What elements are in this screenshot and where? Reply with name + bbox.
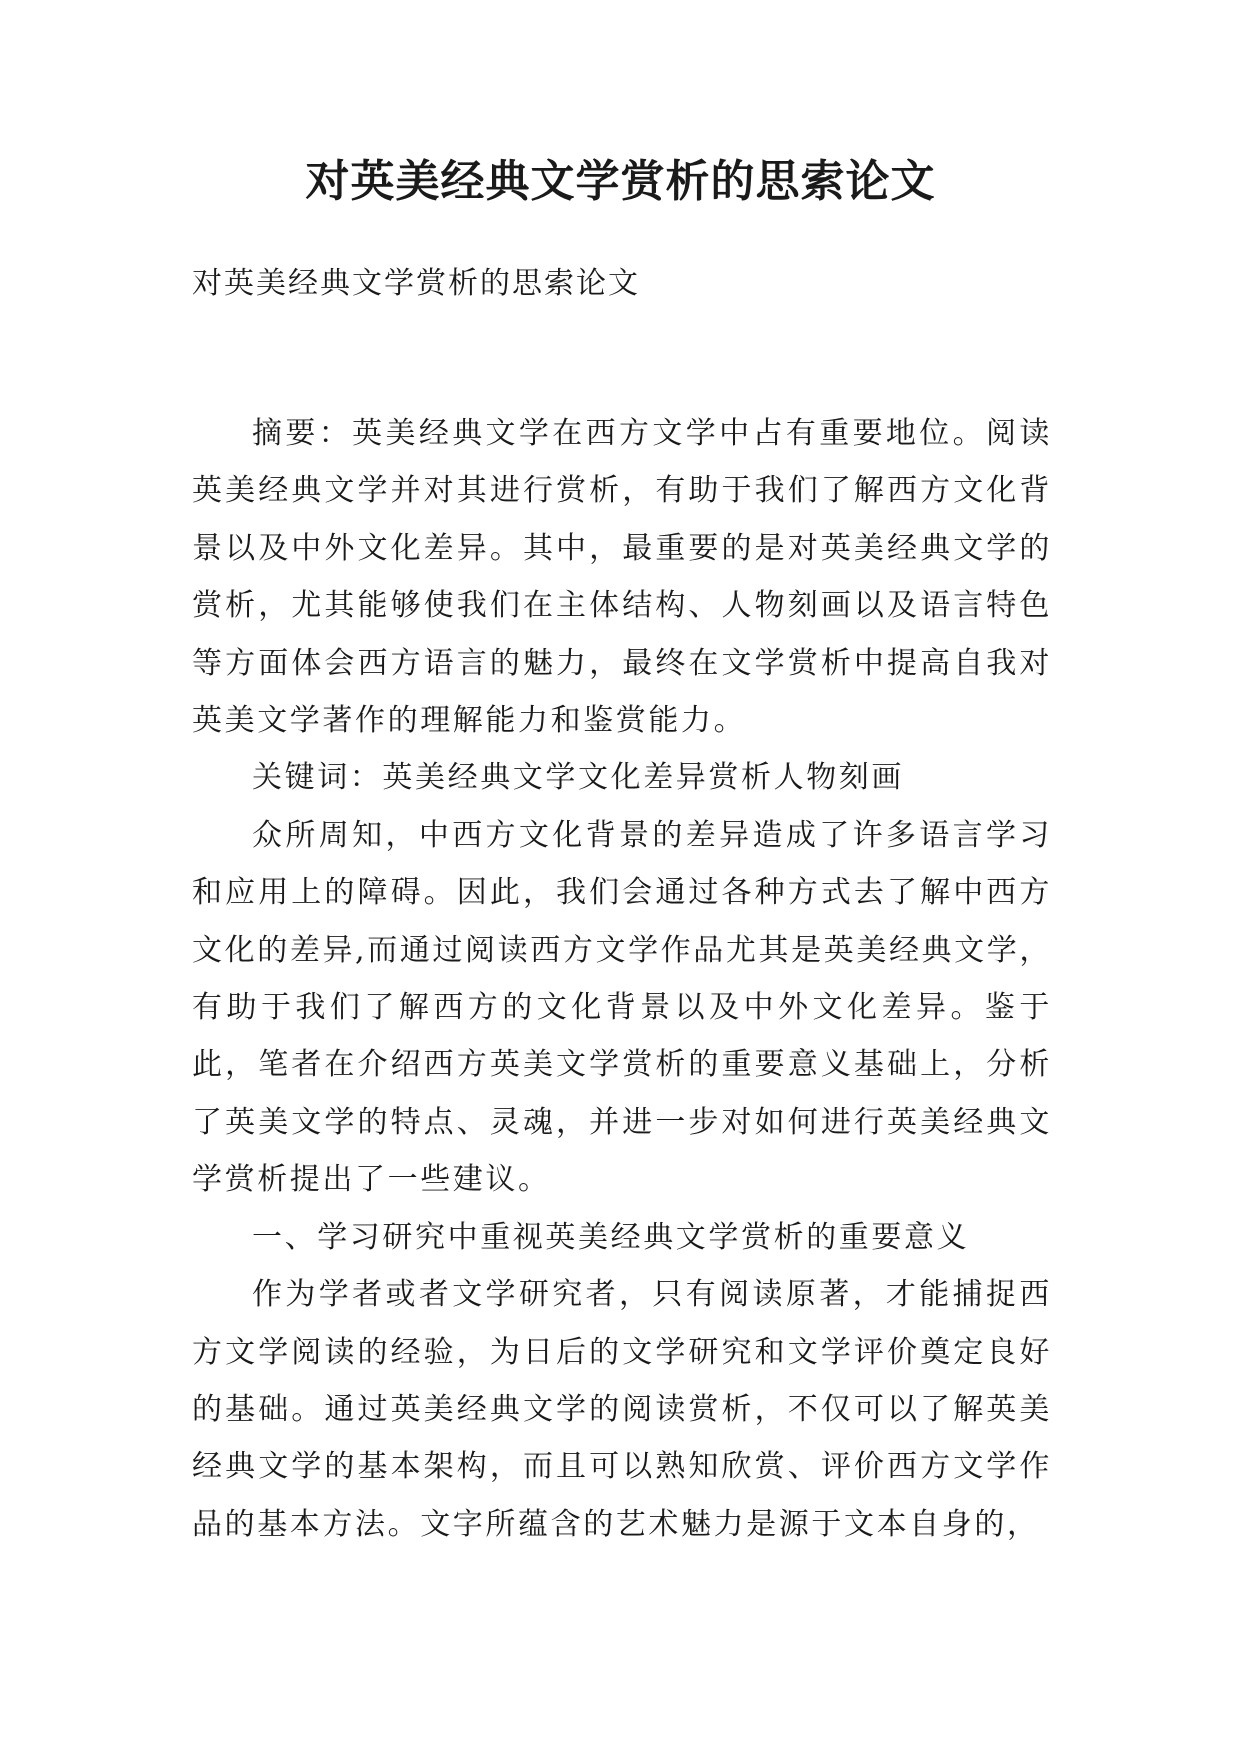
page-title: 对英美经典文学赏析的思索论文	[305, 156, 936, 207]
document-body	[192, 405, 1052, 1553]
section-paragraph: 作为学者或者文学研究者，只有阅读原著，才能捕捉西方文学阅读的经验，为日后的文学研究和文学评价奠定良好的基础。通过英美经典文学的阅读赏析，不仅可以了解英美经典文学的基本架构，而且可以熟知欣赏、评价西方文学作品的基本方法。文字所蕴含的艺术魅力是源于文本自身的，	[192, 1277, 1052, 1542]
keywords-paragraph: 关键词：英美经典文学文化差异赏析人物刻画	[252, 760, 904, 796]
abstract-paragraph: 摘要：英美经典文学在西方文学中占有重要地位。阅读英美经典文学并对其进行赏析，有助于我们了解西方文化背景以及中外文化差异。其中，最重要的是对英美经典文学的赏析，尤其能够使我们在主体结构、人物刻画以及语言特色等方面体会西方语言的魅力，最终在文学赏析中提高自我对英美文学著作的理解能力和鉴赏能力。	[192, 416, 1052, 739]
document-subtitle: 对英美经典文学赏析的思索论文	[192, 266, 640, 301]
intro-paragraph: 众所周知，中西方文化背景的差异造成了许多语言学习和应用上的障碍。因此，我们会通过各种方式去了解中西方文化的差异,而通过阅读西方文学作品尤其是英美经典文学，有助于我们了解西方的文化背景以及中外文化差异。鉴于此，笔者在介绍西方英美文学赏析的重要意义基础上，分析了英美文学的特点、灵魂，并进一步对如何进行英美经典文学赏析提出了一些建议。	[192, 817, 1052, 1198]
section-heading: 一、学习研究中重视英美经典文学赏析的重要意义	[252, 1219, 970, 1255]
